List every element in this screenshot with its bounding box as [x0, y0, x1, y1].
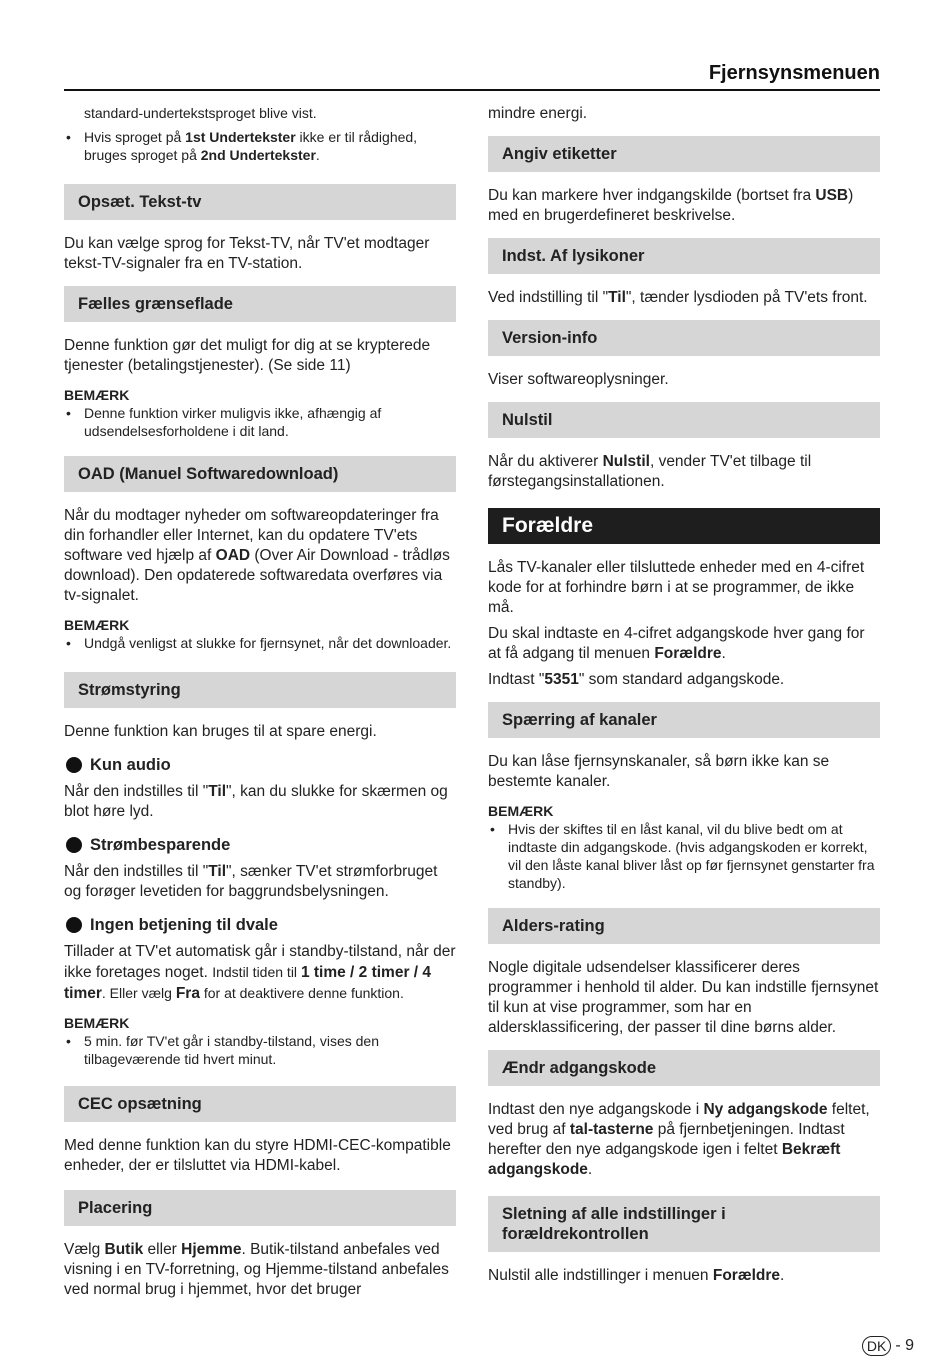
paragraph-placering: Vælg Butik eller Hjemme. Butik-tilstand anbefales ved visning i en TV-forretning, og Hjemme-tilstand anbefales ved normal brug i hjemmet, hvor det bruger [64, 1241, 449, 1298]
paragraph-strombesparende: Når den indstilles til "Til", sænker TV'et strømforbruget og forøger levetiden for baggrundsbelysningen. [64, 863, 438, 900]
continued-text: mindre energi. [488, 105, 588, 122]
section-header-sletning: Sletning af alle indstillinger i forældrekontrollen [488, 1196, 880, 1252]
continued-text: standard-undertekstsproget blive vist. [84, 105, 317, 121]
note-label: BEMÆRK [64, 617, 130, 633]
subheading-ingen-betjening: Ingen betjening til dvale [64, 914, 456, 936]
section-header-oad: OAD (Manuel Softwaredownload) [64, 456, 456, 492]
section-header-alders-rating: Alders-rating [488, 908, 880, 944]
section-header-version: Version-info [488, 320, 880, 356]
page-number-text: - 9 [895, 1337, 914, 1354]
section-header-nulstil: Nulstil [488, 402, 880, 438]
paragraph-ingen-betjening: Tillader at TV'et automatisk går i standby-tilstand, når der ikke foretages noget. Indstil tiden til 1 time / 2 timer / 4 timer. Eller vælg Fra for at deaktivere denne funktion. [64, 943, 456, 1002]
right-column [488, 104, 880, 1286]
note-bullet: • Hvis der skiftes til en låst kanal, vil du blive bedt om at indtaste din adgangskode. (hvis adgangskoden er korrekt, vil den låste kanal bliver låst op før fjernsynet genstarter fra standby). [488, 820, 880, 892]
section-header-stromstyring: Strømstyring [64, 672, 456, 708]
paragraph-sletning: Nulstil alle indstillinger i menuen Forældre. [488, 1267, 785, 1284]
paragraph-kun-audio: Når den indstilles til "Til", kan du slukke for skærmen og blot høre lyd. [64, 783, 448, 820]
note-label: BEMÆRK [64, 387, 130, 403]
note-bullet: • Undgå venligst at slukke for fjernsynet, når det downloader. [64, 634, 456, 652]
bullet-undertekster: • Hvis sproget på 1st Undertekster ikke er til rådighed, bruges sproget på 2nd Undertekster. [64, 128, 456, 164]
section-header-lysikoner: Indst. Af lysikoner [488, 238, 880, 274]
note-bullet: • 5 min. før TV'et går i standby-tilstand, vises den tilbageværende tid hvert minut. [64, 1032, 456, 1068]
section-header-placering: Placering [64, 1190, 456, 1226]
major-section-header-foraeldre: Forældre [488, 508, 880, 544]
subheading-strombesparende: Strømbesparende [64, 834, 456, 856]
paragraph-stromstyring: Denne funktion kan bruges til at spare energi. [64, 723, 377, 740]
section-header-etiketter: Angiv etiketter [488, 136, 880, 172]
paragraph-alders-rating: Nogle digitale udsendelser klassificerer deres programmer i henhold til alder. Du kan indstille fjernsynet til kun at vise programmer, som har en aldersklassificering, der passer til dine børns alder. [488, 959, 879, 1036]
paragraph-oad: Når du modtager nyheder om softwareopdateringer fra din forhandler eller Internet, kan du opdatere TV'ets software ved hjælp af OAD (Over Air Download - trådløs download). Den opdaterede softwaredata overføres via tv-signalet. [64, 507, 450, 604]
subheading-kun-audio: Kun audio [64, 754, 456, 776]
paragraph-cec: Med denne funktion kan du styre HDMI-CEC-kompatible enheder, der er tilsluttet via HDMI-kabel. [64, 1137, 451, 1174]
paragraph-lysikoner: Ved indstilling til "Til", tænder lysdioden på TV'ets front. [488, 289, 868, 306]
paragraph-tekst-tv: Du kan vælge sprog for Tekst-TV, når TV'et modtager tekst-TV-signaler fra en TV-station. [64, 235, 430, 272]
paragraph-foraeldre-access: Du skal indtaste en 4-cifret adgangskode hver gang for at få adgang til menuen Forældre. [488, 625, 865, 662]
note-bullet: • Denne funktion virker muligvis ikke, afhængig af udsendelsesforholdene i dit land. [64, 404, 456, 440]
paragraph-etiketter: Du kan markere hver indgangskilde (bortset fra USB) med en brugerdefineret beskrivelse. [488, 187, 854, 224]
section-header-cec: CEC opsætning [64, 1086, 456, 1122]
page-number [862, 1336, 914, 1356]
paragraph-foraeldre-intro: Lås TV-kanaler eller tilsluttede enheder med en 4-cifret kode for at forhindre børn i at se programmer, de ikke må. [488, 559, 865, 616]
section-header-tekst-tv: Opsæt. Tekst-tv [64, 184, 456, 220]
paragraph-nulstil: Når du aktiverer Nulstil, vender TV'et tilbage til førstegangsinstallationen. [488, 453, 812, 490]
section-header-spaerring: Spærring af kanaler [488, 702, 880, 738]
country-badge: DK [862, 1336, 891, 1356]
paragraph-aendr-adgangskode: Indtast den nye adgangskode i Ny adgangskode feltet, ved brug af tal-tasterne på fjernbetjeningen. Indtast herefter den nye adgangskode igen i feltet Bekræft adgangskode. [488, 1101, 870, 1178]
note-label: BEMÆRK [488, 803, 554, 819]
section-header-faelles: Fælles grænseflade [64, 286, 456, 322]
page-header-title: Fjernsynsmenuen [708, 62, 880, 84]
section-header-aendr-adgangskode: Ændr adgangskode [488, 1050, 880, 1086]
left-column [64, 104, 456, 1300]
header-divider [64, 89, 880, 91]
paragraph-version: Viser softwareoplysninger. [488, 371, 669, 388]
note-label: BEMÆRK [64, 1015, 130, 1031]
paragraph-spaerring: Du kan låse fjernsynskanaler, så børn ikke kan se bestemte kanaler. [488, 753, 830, 790]
paragraph-faelles: Denne funktion gør det muligt for dig at se krypterede tjenester (betalingstjenester). (Se side 11) [64, 337, 431, 374]
paragraph-foraeldre-default-code: Indtast "5351" som standard adgangskode. [488, 671, 785, 688]
